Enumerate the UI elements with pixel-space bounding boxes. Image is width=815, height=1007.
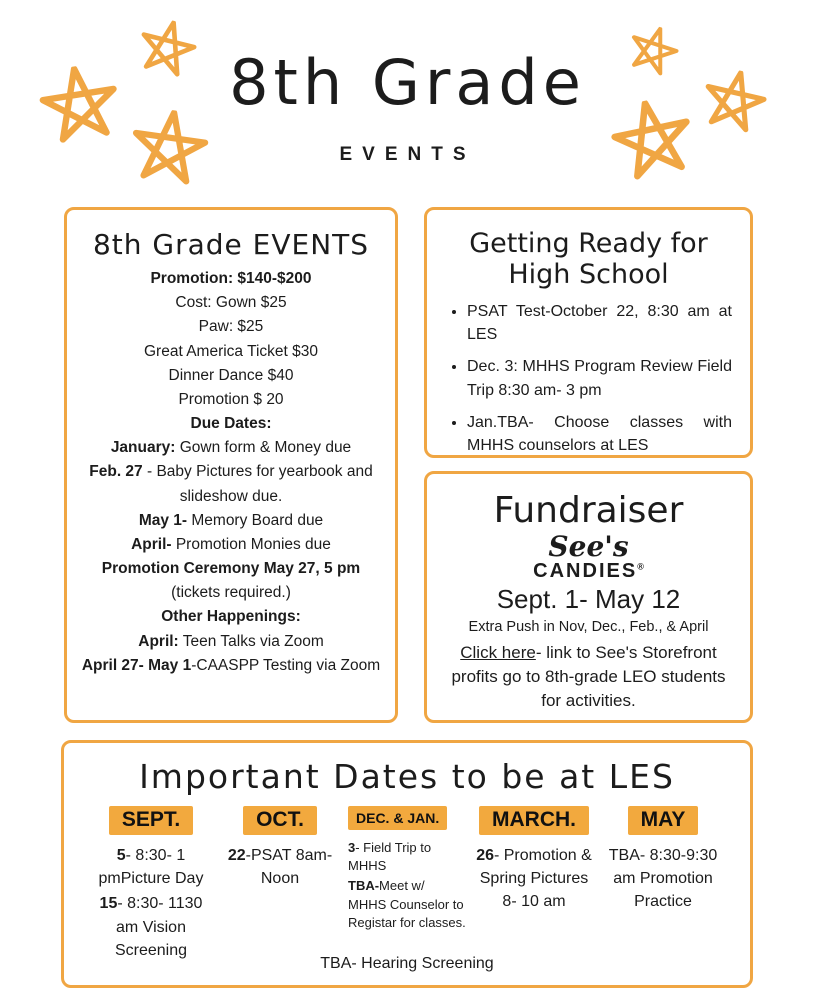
event-line <box>80 315 382 339</box>
date-column-sept <box>90 806 212 964</box>
event-line <box>80 267 382 291</box>
event-line <box>80 654 382 678</box>
month-items-dec-jan <box>348 839 466 932</box>
text: Promotion Monies due <box>171 535 331 553</box>
text: Paw: $25 <box>198 318 264 336</box>
registered-mark: ® <box>637 561 644 572</box>
text-bold: 26 <box>476 847 494 864</box>
event-line <box>80 412 382 436</box>
date-column-dec-jan <box>348 806 466 934</box>
events-box-title: 8th Grade EVENTS <box>92 228 370 261</box>
event-line <box>80 557 382 581</box>
month-header-dec-jan: DEC. & JAN. <box>348 806 447 830</box>
high-school-box <box>424 207 753 458</box>
event-line <box>80 605 382 629</box>
text-bold: 22 <box>227 847 246 864</box>
date-item <box>90 892 212 962</box>
high-school-title-line2: High School <box>508 259 669 291</box>
text: Cost: Gown $25 <box>175 294 287 312</box>
text: (tickets required.) <box>171 584 291 602</box>
event-line <box>80 581 382 605</box>
text: Meet w/ MHHS Counselor to Registar for classes. <box>348 878 466 930</box>
text-bold: 15 <box>99 895 118 913</box>
date-column-oct <box>219 806 341 892</box>
text-bold: April- <box>131 535 172 553</box>
month-items-march <box>473 844 595 914</box>
text-bold: April 27- May 1 <box>81 656 192 674</box>
month-header-may: MAY <box>628 806 699 835</box>
text: -CAASPP Testing via Zoom <box>191 656 381 674</box>
date-item <box>219 844 341 890</box>
text: Promotion $ 20 <box>178 390 284 408</box>
page-title: 8th Grade <box>229 46 586 119</box>
text: Gown form & Money due <box>175 439 352 457</box>
text-bold: Feb. 27 <box>89 463 143 481</box>
text-bold: April: <box>138 632 179 650</box>
event-line <box>80 436 382 460</box>
text: - Baby Pictures for yearbook and slideshow due. <box>142 463 373 505</box>
fundraiser-link-paragraph <box>443 641 734 713</box>
event-line <box>80 364 382 388</box>
bullet-item: • Jan.TBA- Choose classes with MHHS counselors at LES <box>467 411 732 457</box>
month-header-march: MARCH. <box>479 806 589 835</box>
text: TBA- 8:30-9:30 am Promotion Practice <box>608 847 718 911</box>
date-item <box>602 844 724 914</box>
month-items-oct <box>219 844 341 890</box>
text-bold: Other Happenings: <box>161 608 301 626</box>
bullet-item: • Dec. 3: MHHS Program Review Field Trip 8:30 am- 3 pm <box>467 355 732 401</box>
fundraiser-title: Fundraiser <box>493 490 684 531</box>
sees-logo-script: See's <box>548 530 629 563</box>
text-bold: TBA- <box>348 878 380 894</box>
events-box <box>64 207 398 723</box>
text-bold: Promotion: $140-$200 <box>150 270 312 287</box>
month-items-may <box>602 844 724 914</box>
text-bold: January: <box>110 439 176 457</box>
hs-bullet-list <box>445 300 732 457</box>
text: -PSAT 8am- Noon <box>245 847 333 888</box>
text: - Field Trip to MHHS <box>348 840 432 874</box>
page-subtitle: EVENTS <box>339 144 476 165</box>
text: - 8:30- 1 pmPicture Day <box>98 847 204 888</box>
text: Memory Board due <box>187 511 324 529</box>
month-header-oct: OCT. <box>243 806 317 835</box>
date-item <box>90 844 212 890</box>
sees-storefront-link[interactable]: Click here <box>460 643 536 662</box>
fundraiser-link-rest: - link to See's Storefront profits go to 8th-grade LEO students for activities. <box>451 643 726 711</box>
fundraiser-box <box>424 471 753 723</box>
text: Great America Ticket $30 <box>143 342 319 360</box>
high-school-box-title <box>445 228 732 290</box>
date-item <box>348 877 466 932</box>
event-line <box>80 291 382 315</box>
sees-candies-word: CANDIES <box>533 560 638 582</box>
dates-columns <box>90 806 724 964</box>
text-bold: Promotion Ceremony May 27, 5 pm <box>101 560 361 578</box>
date-item <box>473 844 595 914</box>
month-header-sept: SEPT. <box>109 806 193 835</box>
text-bold: 5 <box>116 847 126 864</box>
event-line <box>80 340 382 364</box>
text-bold: May 1- <box>138 511 188 529</box>
events-lines <box>80 267 382 678</box>
text: Dinner Dance $40 <box>168 366 294 384</box>
date-column-march <box>473 806 595 916</box>
important-dates-title: Important Dates to be at LES <box>139 757 675 796</box>
text-bold: Due Dates: <box>190 415 272 433</box>
important-dates-box <box>61 740 753 988</box>
event-line <box>80 533 382 557</box>
text: Teen Talks via Zoom <box>178 632 324 650</box>
fundraiser-push-note: Extra Push in Nov, Dec., Feb., & April <box>468 619 709 635</box>
date-column-may <box>602 806 724 916</box>
hearing-screening-note: TBA- Hearing Screening <box>320 955 494 972</box>
text-bold: 3 <box>348 840 356 855</box>
sees-logo-candies <box>443 561 734 582</box>
event-line <box>80 630 382 654</box>
event-line <box>80 460 382 508</box>
text: - 8:30- 1130 am Vision Screening <box>114 895 203 959</box>
event-line <box>80 388 382 412</box>
text: - Promotion & Spring Pictures 8- 10 am <box>479 847 592 911</box>
bullet-item: • PSAT Test-October 22, 8:30 am at LES <box>467 300 732 346</box>
month-items-sept <box>90 844 212 962</box>
date-item <box>348 839 466 875</box>
event-line <box>80 509 382 533</box>
fundraiser-dates: Sept. 1- May 12 <box>496 584 681 614</box>
high-school-title-line1: Getting Ready for <box>469 228 708 259</box>
